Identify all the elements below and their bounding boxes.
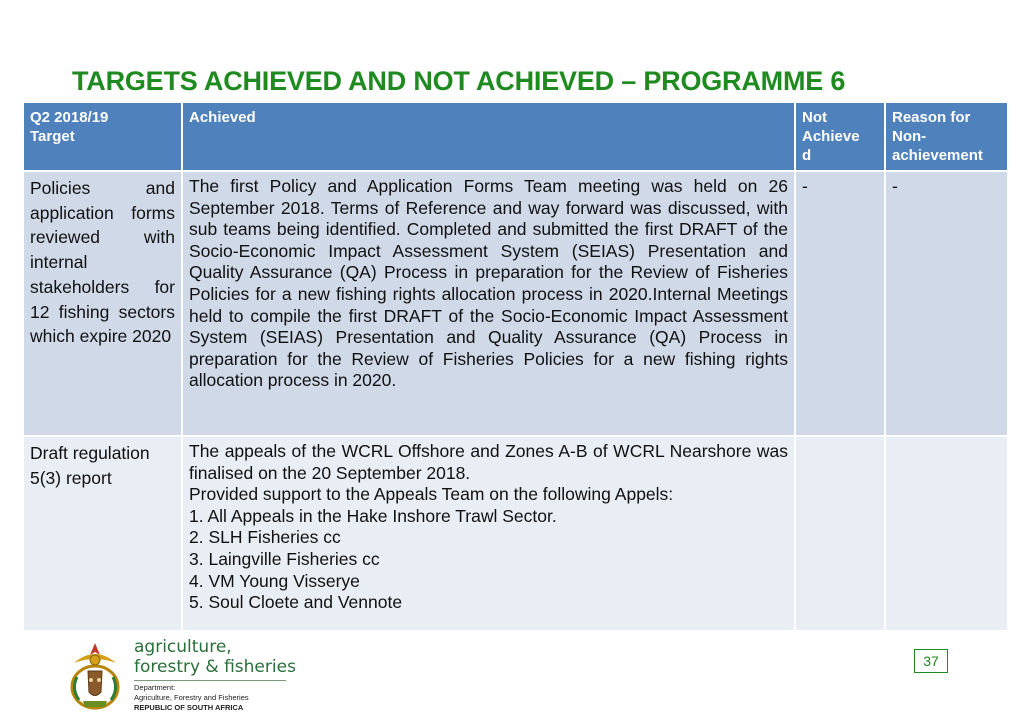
header-reason-line: achievement [892, 147, 983, 164]
achieved-line: 3. Laingville Fisheries cc [189, 548, 380, 569]
reason-cell: - [885, 171, 1008, 436]
table-row [23, 436, 1008, 631]
achieved-cell [182, 436, 795, 631]
header-not-achieved-line: Not [802, 109, 827, 126]
header-not-achieved-line: Achieve [802, 128, 860, 145]
header-target-line: Q2 2018/19 [30, 109, 109, 126]
header-target [23, 102, 182, 171]
department-logo [66, 637, 306, 717]
reason-cell [885, 436, 1008, 631]
header-reason [885, 102, 1008, 171]
table-header-row [23, 102, 1008, 171]
achieved-intro: The appeals of the WCRL Offshore and Zones A-B of WCRL Nearshore was finalised on the 20 September 2018. [189, 441, 788, 483]
page-number: 37 [914, 649, 948, 673]
country-name: REPUBLIC OF SOUTH AFRICA [134, 703, 244, 712]
achieved-cell [182, 171, 795, 436]
targets-table [22, 101, 1009, 632]
header-not-achieved-line: d [802, 147, 812, 164]
header-achieved: Achieved [182, 102, 795, 171]
target-cell: Policies and application forms reviewed with internal stakeholders for 12 fishing sectors which expire 2020 [23, 171, 182, 436]
table-row [23, 171, 1008, 436]
header-reason-line: Non- [892, 128, 927, 145]
achieved-text: The first Policy and Application Forms Team meeting was held on 26 September 2018. Terms of Reference and way forward was discussed, with sub teams being identified. Completed and submitted the first DRAFT of the Socio-Economic Impact Assessment System (SEIAS) Presentation and Quality Assurance (QA) Process in preparation for the Review of Fisheries Policies for a new fishing rights allocation process in 2020.Internal Meetings held to compile the first DRAFT of the Socio-Economic Impact Assessment System (SEIAS) Presentation and Quality Assurance (QA) Process in preparation for the Review of Fisheries Policies for a new fishing rights allocation process in 2020. [189, 176, 788, 391]
achieved-line: Provided support to the Appeals Team on the following Appels: [189, 484, 674, 505]
achieved-line: 2. SLH Fisheries cc [189, 527, 341, 548]
achieved-line: 4. VM Young Visserye [189, 570, 360, 591]
coat-of-arms-icon [66, 637, 124, 711]
brand-name: agriculture, [134, 637, 232, 657]
slide-title: TARGETS ACHIEVED AND NOT ACHIEVED – PROGRAMME 6 [72, 66, 846, 96]
brand-name: forestry & fisheries [134, 657, 296, 677]
department-label: Department: [134, 683, 176, 692]
header-target-line: Target [30, 128, 75, 145]
not-achieved-cell [795, 436, 885, 631]
header-not-achieved [795, 102, 885, 171]
target-cell: Draft regulation 5(3) report [23, 436, 182, 631]
achieved-line: 1. All Appeals in the Hake Inshore Trawl Sector. [189, 505, 557, 526]
not-achieved-cell: - [795, 171, 885, 436]
header-reason-line: Reason for [892, 109, 971, 126]
department-name: Agriculture, Forestry and Fisheries [134, 693, 249, 702]
divider [134, 680, 286, 681]
achieved-line: 5. Soul Cloete and Vennote [189, 592, 403, 613]
